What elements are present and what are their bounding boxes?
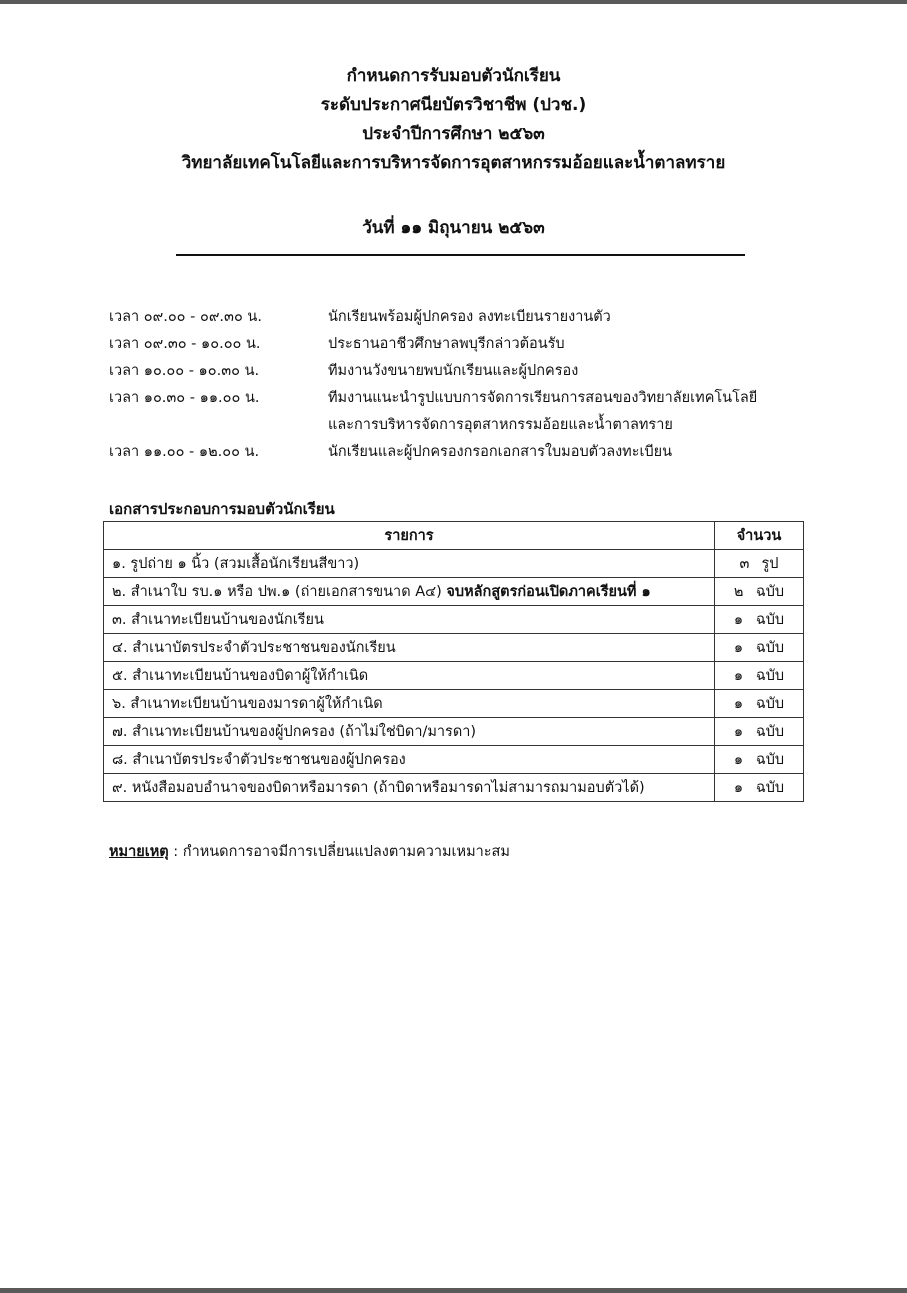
- document-quantity: [715, 774, 804, 802]
- header-title: กำหนดการรับมอบตัวนักเรียน: [346, 66, 561, 86]
- schedule-row: [109, 439, 829, 466]
- document-item: [104, 774, 715, 802]
- schedule-desc: นักเรียนและผู้ปกครองกรอกเอกสารใบมอบตัวลงทะเบียน: [328, 444, 673, 460]
- document-item: [104, 690, 715, 718]
- document-item-condition: จบหลักสูตรก่อนเปิดภาคเรียนที่ ๑: [446, 584, 651, 600]
- documents-table: [103, 521, 804, 802]
- table-row: [104, 578, 804, 606]
- document-quantity: [715, 690, 804, 718]
- remark: [109, 840, 510, 863]
- schedule-desc: ทีมงานวังขนายพบนักเรียนและผู้ปกครอง: [328, 363, 579, 379]
- quantity-unit: ฉบับ: [755, 584, 785, 600]
- document-item: [104, 662, 715, 690]
- remark-text: : กำหนดการอาจมีการเปลี่ยนแปลงตามความเหมาะสม: [168, 844, 510, 860]
- document-item: [104, 718, 715, 746]
- document-item-text: ๕. สำเนาทะเบียนบ้านของบิดาผู้ให้กำเนิด: [112, 668, 369, 684]
- schedule-time: เวลา ๐๙.๓๐ - ๑๐.๐๐ น.: [109, 336, 261, 352]
- document-item-text: ๖. สำเนาทะเบียนบ้านของมารดาผู้ให้กำเนิด: [112, 696, 383, 712]
- schedule-time: เวลา ๑๐.๓๐ - ๑๑.๐๐ น.: [109, 390, 260, 406]
- document-item-text: ๗. สำเนาทะเบียนบ้านของผู้ปกครอง (ถ้าไม่ใช่บิดา/มารดา): [112, 724, 477, 740]
- table-row: [104, 718, 804, 746]
- schedule-desc: ทีมงานแนะนำรูปแบบการจัดการเรียนการสอนของวิทยาลัยเทคโนโลยี: [328, 390, 758, 406]
- document-item-text: ๔. สำเนาบัตรประจำตัวประชาชนของนักเรียน: [112, 640, 396, 656]
- document-item-text: ๑. รูปถ่าย ๑ นิ้ว (สวมเสื้อนักเรียนสีขาว): [112, 556, 360, 572]
- schedule-list: [109, 304, 829, 466]
- document-item: [104, 634, 715, 662]
- document-header: [0, 62, 907, 178]
- quantity-unit: รูป: [761, 556, 779, 572]
- quantity-number: ๓: [739, 556, 750, 572]
- header-academic-year: ประจำปีการศึกษา ๒๕๖๓: [362, 124, 545, 144]
- documents-title: เอกสารประกอบการมอบตัวนักเรียน: [109, 500, 335, 518]
- schedule-row: [109, 358, 829, 385]
- quantity-unit: ฉบับ: [755, 640, 785, 656]
- column-header-item: รายการ: [104, 522, 715, 550]
- quantity-unit: ฉบับ: [755, 780, 785, 796]
- table-row: [104, 746, 804, 774]
- table-row: [104, 606, 804, 634]
- quantity-number: ๑: [733, 668, 744, 684]
- schedule-row: [109, 331, 829, 358]
- document-item-text: ๒. สำเนาใบ รบ.๑ หรือ ปพ.๑ (ถ่ายเอกสารขนาด A๔): [112, 584, 442, 600]
- quantity-number: ๑: [733, 612, 744, 628]
- document-quantity: [715, 634, 804, 662]
- page-bottom-border: [0, 1288, 907, 1293]
- remark-label: หมายเหตุ: [109, 844, 169, 860]
- quantity-number: ๑: [733, 696, 744, 712]
- schedule-time: เวลา ๑๑.๐๐ - ๑๒.๐๐ น.: [109, 444, 260, 460]
- header-level: ระดับประกาศนียบัตรวิชาชีพ (ปวช.): [320, 95, 587, 115]
- schedule-row: [109, 304, 829, 331]
- document-item-text: ๘. สำเนาบัตรประจำตัวประชาชนของผู้ปกครอง: [112, 752, 406, 768]
- quantity-unit: ฉบับ: [755, 612, 785, 628]
- schedule-desc: ประธานอาชีวศึกษาลพบุรีกล่าวต้อนรับ: [328, 336, 565, 352]
- quantity-unit: ฉบับ: [755, 696, 785, 712]
- document-quantity: [715, 578, 804, 606]
- document-quantity: [715, 746, 804, 774]
- document-quantity: [715, 718, 804, 746]
- document-item: [104, 606, 715, 634]
- table-row: [104, 634, 804, 662]
- schedule-row: [109, 385, 829, 439]
- header-college: วิทยาลัยเทคโนโลยีและการบริหารจัดการอุตสาหกรรมอ้อยและน้ำตาลทราย: [181, 153, 726, 173]
- table-row: [104, 550, 804, 578]
- schedule-time: เวลา ๑๐.๐๐ - ๑๐.๓๐ น.: [109, 363, 260, 379]
- header-divider: [176, 254, 745, 256]
- document-quantity: [715, 606, 804, 634]
- quantity-unit: ฉบับ: [755, 724, 785, 740]
- schedule-desc-continued: และการบริหารจัดการอุตสาหกรรมอ้อยและน้ำตาลทราย: [328, 417, 673, 433]
- document-item: [104, 746, 715, 774]
- event-date: วันที่ ๑๑ มิถุนายน ๒๕๖๓: [362, 218, 545, 238]
- quantity-number: ๑: [733, 724, 744, 740]
- table-row: [104, 662, 804, 690]
- document-item: [104, 578, 715, 606]
- table-row: [104, 690, 804, 718]
- schedule-desc: นักเรียนพร้อมผู้ปกครอง ลงทะเบียนรายงานตัว: [328, 309, 611, 325]
- column-header-qty: จำนวน: [715, 522, 804, 550]
- quantity-unit: ฉบับ: [755, 668, 785, 684]
- document-item-text: ๓. สำเนาทะเบียนบ้านของนักเรียน: [112, 612, 324, 628]
- table-header-row: [104, 522, 804, 550]
- document-item-text: ๙. หนังสือมอบอำนาจของบิดาหรือมารดา (ถ้าบิดาหรือมารดาไม่สามารถมามอบตัวได้): [112, 780, 645, 796]
- document-quantity: [715, 662, 804, 690]
- document-quantity: [715, 550, 804, 578]
- quantity-unit: ฉบับ: [755, 752, 785, 768]
- quantity-number: ๒: [733, 584, 744, 600]
- document-item: [104, 550, 715, 578]
- page-top-border: [0, 0, 907, 4]
- quantity-number: ๑: [733, 752, 744, 768]
- table-row: [104, 774, 804, 802]
- schedule-time: เวลา ๐๙.๐๐ - ๐๙.๓๐ น.: [109, 309, 262, 325]
- quantity-number: ๑: [733, 640, 744, 656]
- quantity-number: ๑: [733, 780, 744, 796]
